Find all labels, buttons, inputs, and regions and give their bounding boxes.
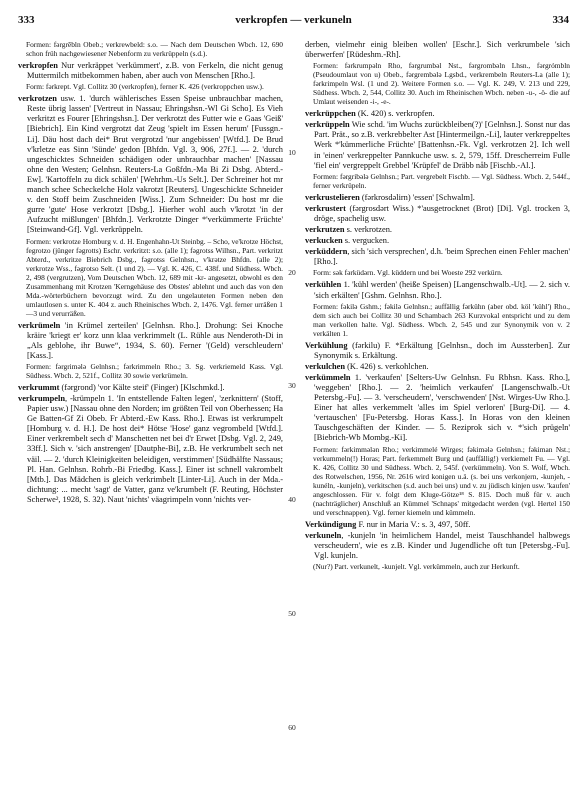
dictionary-entry: Verkühlung (fərkilu) F. *Erkältung [Gelnhsn., doch im Aussterben]. Zur Synonymik s. Erkältung. xyxy=(305,340,570,360)
headword: Verkühlung xyxy=(305,340,348,350)
dictionary-entry: verküddern, sich 'sich versprechen', d.h. 'beim Sprechen einen Fehler machen' [Rho.]. xyxy=(305,247,570,267)
right-column xyxy=(305,40,570,574)
dictionary-entry: verkümmeln 1. 'verkaufen' [Selters-Uw Gelnhsn. Fu Rbhsn. Kass. Rho.], 'weggeben' [Rho.]. — 2. 'heimlich verkaufen' [Langenschwalb.-Ut Petersbg.-Fu]. — 3. 'verscheudern', 'verschwenden' [Nst. Wirges-Uw Rho.]. Einer hat alles verkemmelt 'alles im Spiel verloren' [Burg-Di]. — 4. 'vertauschen' [Fu-Petersbg. Horas Kass.]. In Horas von den kleinen Tauschgeschäften der Kinder. — 5. Reziprok sich v. *'sich prügeln' [Biebrich-Wb Mombg.-Ki]. xyxy=(305,372,570,443)
entry-notes: Formen: fərgribələ Gelnhsn.; Part. vergrebelt Fischb. — Vgl. Südhess. Wbch. 2, 544f., ferner verkrüpeln. xyxy=(313,171,570,190)
entry-continuation: derben, vielmehr einig bleiben wollen' [Eschr.]. Sich verkrumbele 'sich überwerfen' [Rüdeshm.-Rh]. xyxy=(305,40,570,60)
dictionary-entry: verkulchen (K. 426) s. verkohlchen. xyxy=(305,361,429,371)
page-header xyxy=(18,14,569,28)
headword: verkühlen xyxy=(305,280,342,290)
entry-notes: Formen: fəkilə Gshm.; fəkilə Gelnhsn.; auffällig fərkühn (aber obd. köl 'kühl') Rho., dem sich auch bei Collitz 30 und Schambach 263 Kurzvokal entspricht und zu dem man verkollen halte. Vgl. Südhess. Wbch. 2, 545 und zur Synonymik von v. 2 verkälten 1. xyxy=(313,301,570,338)
entry-notes: Formen: fərkimmələn Rho.; verkimmelé Wirges; fəkimələ Gelnhsn.; fəkiman Nst.; verkummeln(!) Horas; Part. ferkemmelt Burg und (auffällig!) verkiemelt Fu. — Vgl. K. 426, Collitz 30 und Südhess. Wbch. 2, 545f. (verkümmeln). Von S. Wolf, Wbch. des Rotwelschen, 1956, Nr. 2616 wird konigen u.ä. (s. bei uns verkonjern, -kunjeh, -kunéln, -kunjeln), verkitschen (s.d. auch bei uns) und v. zu jüdisch kinjen usw. 'kaufen' angeschlossen. Für v. folgt dem Kluge-Götze¹⁸ S. 815. Doch muß für v. auch (nachträglicher) Anschluß an Kümmel 'Schnaps' mitgedacht werden (vgl. Hertel 150 und verschnappen). Vgl. ferner kiemeln und kümmeln. xyxy=(313,444,570,517)
headword: verküddern xyxy=(305,247,348,257)
headword: verkümmeln xyxy=(305,372,351,382)
headword: verkrummt xyxy=(18,382,60,392)
headword: verkrümeln xyxy=(18,320,61,330)
entry-notes: Formen: fərgrēbln Obeb.; verkrewbeld: s.o. — Nach dem Deutschen Wbch. 12, 690 schon früh nachgewiesener Nebenform zu verkrüppeln (s.d.). xyxy=(26,40,283,58)
headword: verkrustelieren xyxy=(305,192,360,202)
headword: verkropfen xyxy=(18,61,58,70)
headword: verkuneln xyxy=(305,530,342,540)
dictionary-entry: verkrumpeln, -krümpeln 1. 'In entstellende Falten legen', 'zerknittern' (Stoff, Papier usw.) [Nassau ohne den Norden; im größten Teil von Oberhessen; Ha Ge Batten-Gf Zi Obeb. Fr Abterd.-Ew Kass. Rho.]. Etwas ist verkrumpelt [Homburg v. d. H.]. De host dei* Hötse 'Hose' ganz vegrombeld [Wtfd.]. Einer verkrembelt sech d' Manschetten net bei d'r Erwet [Dsbg. Vgl. 2, 249, 33ff.]. Sich v. 'sich anstrengen' [Dautphe-Bi], z.B. He verkrumbelt sech net väil. — 2. 'durch Kleinigkeiten beleidigen, verstimmen' [Südhälfte Nassaus; Pl. Han. Gelnhsn. Rohrb.-Bi Friedbg. Kass.]. Einer ist schnell vakrombelt [Mtb.]. Das Mädchen is gleich verkrimbelt [Linter-Li]. Auch in der Mda.-dichtung: ... mecht 'sagt' de Vatter, ganz ve'krumbelt (F. Reuting, Höchster Scherwe², 1928, S. 32). Naut 'nichts' väagrimpeln vonn 'nichts ver- xyxy=(18,393,283,504)
entry-notes: Form: fərkrept. Vgl. Collitz 30 (verkropfen), ferner K. 426 (verkroppchen usw.). xyxy=(26,82,264,92)
line-number: 40 xyxy=(288,495,296,504)
running-title: verkropfen — verkuneln xyxy=(235,14,352,26)
dictionary-entry: verkrümeln 'in Krümel zerteilen' [Gelnhsn. Rho.]. Drohung: Sei Knoche kräire 'kriegt er' korz unn klaa verkrimmelt (L. Rühle aus Nenderoth-Di in „Als geblohe, ihr Buwe“, 1934, S. 60). Ferner '(Geld) verschleudern' [Kass.]. xyxy=(18,320,283,360)
dictionary-entry: verkrustelieren (fərkrosdəlirn) 'essen' [Schwalm]. xyxy=(305,192,475,202)
entry-notes: Formen: verkrotze Homburg v. d. H. Engenhahn-Ut Steinbg. – Scho, ve'krotze Höchst, fegrotzo (jünger fəgrotts) Eschr. verkritzt: s.o. (alle 1); fəgrotss Wilhsn., Part. verkritzt Abterd., verkritze Biebrich Dsbg., fəgrotss Gelnhsn., v'krətze Bhfdn. (alle 2); verkrotze Wss., fəgrotso Selt. (1 und 2). — Vgl. K. 426, C. 438f. und Südhess. Wbch. 2, 498 (vergrutzen), Vom Deutschen Wbch. 12, 689 mit -kr- angesetzt, obwohl es den Zusammenhang mit Krotzen 'Kerngehäuse des Obstes' ablehnt und auch das von den Mda.-wörterbüchern bevorzugt wird. Zu den ungelauteten Formen neben den umlautlosen s. unter K. 404 z. auch Rheinisches Wbch. 2, 1476. Vgl. ferner urräßen 1—3 und verurräßen. xyxy=(26,236,283,318)
left-page-number: 333 xyxy=(18,14,35,26)
left-column xyxy=(18,40,283,506)
dictionary-entry: verkrummt (fərgrond) 'vor Kälte steif' (Finger) [Klschmkd.]. xyxy=(18,382,225,392)
dictionary-entry: verkrutzen s. verkrotzen. xyxy=(305,225,392,235)
headword: verkrüppchen xyxy=(305,109,356,119)
headword: verkrotzen xyxy=(18,94,57,104)
right-page-number: 334 xyxy=(552,14,569,26)
entry-notes: Formen: fərgrimələ Gelnhsn.; fərkrimmeln Rho.; 3. Sg. verkriemeld Kass. Vgl. Südhess. Wbch. 2, 521f., Collitz 30 sowie verkrümeln. xyxy=(26,361,283,380)
dictionary-entry: Verkündigung F. nur in Maria V.: s. 3, 497, 50ff. xyxy=(305,519,471,529)
dictionary-entry: verkucken s. vergucken. xyxy=(305,236,390,246)
entry-notes: (Nur?) Part. verkunelt, -kunjelt. Vgl. verkümmeln, auch zur Herkunft. xyxy=(313,561,520,571)
headword: verkrumpeln xyxy=(18,393,65,403)
headword: verkrutzen xyxy=(305,225,345,235)
dictionary-entry: verkrüppchen (K. 420) s. verkropfen. xyxy=(305,109,435,119)
headword: Verkündigung xyxy=(305,519,357,529)
headword: verkrüppeln xyxy=(305,120,350,130)
line-number: 60 xyxy=(288,723,296,732)
headword: verkucken xyxy=(305,236,343,246)
line-number: 50 xyxy=(288,609,296,618)
dictionary-entry: verkropfen Nur verkräppet 'verkümmert', z.B. von Ferkeln, die nicht genug Muttermilch mitbekommen haben, aber auch von Menschen [Rho.]. xyxy=(18,61,283,81)
dictionary-entry: verkühlen 1. 'kühl werden' (heiße Speisen) [Langenschwalb.-Ut]. — 2. sich v. 'sich erkälten' [Gshm. Gelnhsn. Rho.]. xyxy=(305,280,570,300)
headword: verkrustert xyxy=(305,203,346,213)
line-number: 30 xyxy=(288,381,296,390)
entry-notes: Formen: fərkrumpəln Rho, fərgrumbəl Nst., fərgrombəln Lhsn., fərgrómbln (Pseudoumlaut von u) Obeb., fərgrembələ Lgsbd., verkrembeln Reuters-La (alle 1); fərkrimpeln Wsl. (1 und 2). Weitere Formen s.o. — Vgl. K. 249, V. 213 und 229, Südhess. Wbch. 2, 544, Collitz 30. Auch im Rheinischen Wbch. neben -u-, -ö- die auf Umlaut weisenden -i-, -e-. xyxy=(313,61,570,107)
headword: verkulchen xyxy=(305,361,346,371)
entry-notes: Form: sək fərküdərn. Vgl. küddern und bei Woeste 292 verkürn. xyxy=(313,268,503,278)
line-number: 20 xyxy=(288,268,296,277)
dictionary-entry: verkrustert (fərgrosdərt Wiss.) *'ausgetrocknet (Brot) [Di]. Vgl. trocken 3, dröge, spachelig usw. xyxy=(305,203,570,223)
dictionary-entry: verkrotzen usw. 1. 'durch wählerisches Essen Speise unbrauchbar machen, Reste übrig lassen' [Vertreut in Nassau; Ehringshsn.-Wl Gi Scho]. Es Vieh verkritzt es Fourer [Ehringshsn.]. Der verkrotzt des Futter wie e Gaas 'Geiß' [Biebrich]. Ein Kind vergrotzt dat Zeug 'spielt im Essen herum' [Fussgn.-Li]. Däu host dach dei* Brut vergrotzd 'nur angebissen' [Wtfd.]. De Brud v'krletze eas Sinn 'Sünde' gedon [Bhfdn. Vgl. 3, 906, 27f.]. — 2. 'durch ungeschicktes Schneiden schädigen oder unbrauchbar machen' [Nassau ohne den Westen; Gelnhsn. Reuters-La Goßfdn.-Ma Bi Zi Dsbg. Abterd.-Ew]. 'Kartoffeln zu dick schälen' [Wehrhm.-Us Selt.]. Der Schreiner hot mr manch schee Scheckelche Holz vakrotzt [Reuters]. Ungeschickte Schneider v. den Stoff beim Zuschneiden [Wiss.]. Zum Schneider: Du host mr die gurre 'gute' Hose verkrotzt [Dsbg.]. Hierher wohl auch v'krotzt 'in der Aufzucht mißlungen' [Bhfdn.]. Verkrotzte Dinger *'verkümmerte Früchte' [Steinwand-Gf]. Vgl. verkrüppeln. xyxy=(18,94,283,235)
line-number: 10 xyxy=(288,148,296,157)
dictionary-entry: verkrüppeln Wie schd. 'im Wuchs zurückbleiben(?)' [Gelnhsn.]. Sonst nur das Part. Prät., so z.B. verkrebbelter Ast [Hintermeilgn.-Li], lauter verkreppeltes Werk *'kümmerliche Früchte' [Battenhsn.-Fk. Vgl. verkrotzen 2]. Ich well in 'einen' verkreppelter Pannkuche usw. s. 2, 579, 15ff. Drescherreim Fulle 'fiel ein' vergreppelt Grebbel 'Krüpfel' de Dräbb nåb [Fischb.-Al.]. xyxy=(305,120,570,170)
dictionary-entry: verkuneln, -kunjeln 'in heimlichem Handel, meist Tauschhandel halbwegs verscheudern', wie es z.B. Kinder und Jugendliche oft tun [Petersbg.-Fu]. Vgl. kunjeln. xyxy=(305,530,570,560)
